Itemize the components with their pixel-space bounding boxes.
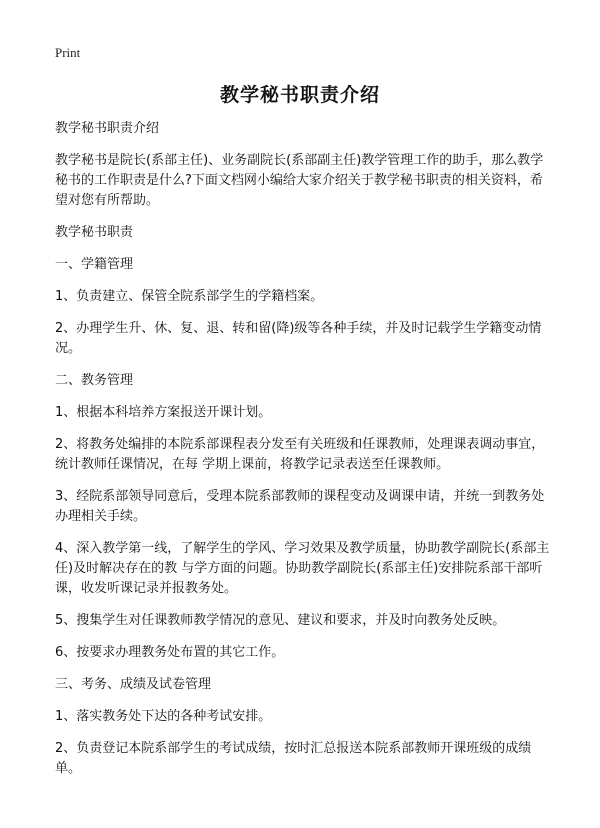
section-heading-academic-affairs: 二、教务管理 — [55, 373, 134, 388]
list-item: 2、负责登记本院系部学生的考试成绩，按时汇总报送本院系部教师开课班级的成绩单。 — [55, 741, 532, 776]
list-item: 6、按要求办理教务处布置的其它工作。 — [55, 645, 285, 660]
list-item: 1、落实教务处下达的各种考试安排。 — [55, 709, 272, 724]
intro-paragraph: 教学秘书是院长(系部主任)、业务副院长(系部副主任)教学管理工作的助手，那么教学秘书的工作职责是什么?下面文档网小编给大家介绍关于教学秘书职责的相关资料，希望对您有所帮助。 — [55, 153, 544, 208]
list-item: 4、深入教学第一线，了解学生的学风、学习效果及教学质量，协助教学副院长(系部主任)及时解决存在的教 与学方面的问题。协助教学副院长(系部主任)安排院系部干部听课，收发听课记录并报教务处。 — [55, 541, 550, 596]
list-item: 3、经院系部领导同意后，受理本院系部教师的课程变动及调课申请，并统一到教务处办理相关手续。 — [55, 489, 545, 524]
section-heading: 教学秘书职责 — [55, 225, 134, 240]
document-title: 教学秘书职责介绍 — [219, 84, 380, 106]
section-heading-exams: 三、考务、成绩及试卷管理 — [55, 677, 212, 692]
subtitle: 教学秘书职责介绍 — [55, 121, 160, 136]
list-item: 2、将教务处编排的本院系部课程表分发至有关班级和任课教师，处理课表调动事宜，统计教师任课情况，在每 学期上课前，将教学记录表送至任课教师。 — [55, 437, 545, 472]
list-item: 5、搜集学生对任课教师教学情况的意见、建议和要求，并及时向教务处反映。 — [55, 613, 506, 628]
list-item: 1、负责建立、保管全院系部学生的学籍档案。 — [55, 289, 324, 304]
list-item: 1、根据本科培养方案报送开课计划。 — [55, 405, 272, 420]
print-label: Print — [55, 45, 81, 60]
section-heading-enrollment: 一、学籍管理 — [55, 257, 134, 272]
list-item: 2、办理学生升、休、复、退、转和留(降)级等各种手续，并及时记载学生学籍变动情况。 — [55, 321, 542, 356]
document-body — [55, 119, 550, 791]
